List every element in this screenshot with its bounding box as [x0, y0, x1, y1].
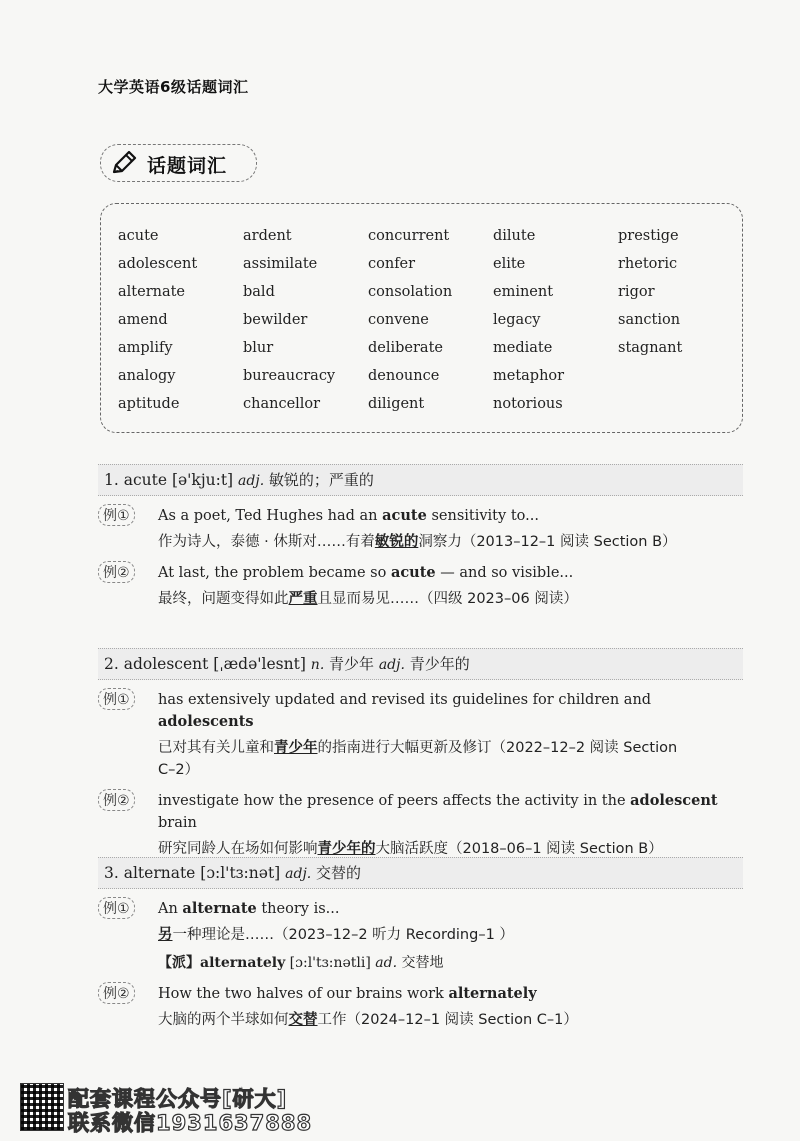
- keyword-translation: 严重: [288, 591, 318, 607]
- watermark-line-2: 联系微信1931637888: [68, 1111, 313, 1135]
- example-english: [158, 983, 743, 1005]
- vocab-word: chancellor: [243, 396, 321, 412]
- text: How the two halves of our brains work: [158, 986, 449, 1002]
- vocab-word: metaphor: [493, 368, 565, 384]
- example-english: [158, 898, 743, 920]
- text: C–2）: [158, 762, 200, 778]
- vocab-column-5: [618, 226, 682, 366]
- example: [98, 983, 743, 1031]
- keyword: alternate: [182, 900, 257, 917]
- vocab-word: aptitude: [118, 396, 180, 412]
- pencil-icon: [109, 148, 139, 178]
- part-of-speech: n.: [310, 657, 325, 673]
- derivative-meaning: 交替地: [397, 955, 444, 971]
- vocab-word: assimilate: [243, 256, 318, 272]
- vocab-word: amend: [118, 312, 168, 328]
- entry-heading: [98, 464, 743, 496]
- text: brain: [158, 815, 197, 831]
- entry-heading: [98, 857, 743, 889]
- example: [98, 562, 743, 610]
- example-label: 例②: [98, 561, 135, 583]
- derivative: [158, 952, 743, 974]
- example-english: [158, 790, 743, 834]
- text: An: [158, 901, 183, 917]
- text: 的指南进行大幅更新及修订（2022–12–2 阅读 Section: [317, 740, 678, 756]
- example-chinese: [158, 737, 743, 781]
- vocab-word: diligent: [368, 396, 425, 412]
- vocab-word: bewilder: [243, 312, 308, 328]
- keyword-translation: 另: [158, 927, 173, 943]
- vocab-word: acute: [118, 228, 159, 244]
- qr-code-icon: [20, 1083, 64, 1131]
- page-header: 大学英语6级话题词汇: [98, 78, 249, 96]
- text: As a poet, Ted Hughes had an: [158, 508, 383, 524]
- vocab-word: analogy: [118, 368, 176, 384]
- entry-heading: [98, 648, 743, 680]
- vocab-column-1: [118, 226, 197, 422]
- vocab-word: elite: [493, 256, 526, 272]
- text: 一种理论是……（2023–12–2 听力 Recording–1 ）: [172, 927, 514, 943]
- part-of-speech: adj.: [238, 473, 265, 489]
- text: 大脑的两个半球如何: [158, 1012, 289, 1028]
- vocab-column-2: [243, 226, 335, 422]
- vocab-word: ardent: [243, 228, 292, 244]
- vocab-word: rhetoric: [618, 256, 678, 272]
- vocab-word: consolation: [368, 284, 453, 300]
- example: [98, 790, 743, 860]
- keyword: adolescent: [630, 792, 718, 809]
- vocab-word: stagnant: [618, 340, 683, 356]
- entry-meaning: 交替的: [311, 864, 362, 882]
- part-of-speech: ad.: [375, 955, 398, 971]
- keyword: alternately: [448, 985, 537, 1002]
- text: — and so visible...: [435, 565, 574, 581]
- part-of-speech: adj.: [378, 657, 405, 673]
- vocab-word: confer: [368, 256, 416, 272]
- derivative-ipa: [ɔ:l'tɜ:nətli]: [285, 955, 376, 971]
- vocab-column-4: [493, 226, 564, 422]
- text: theory is...: [256, 901, 340, 917]
- vocabulary-box: [100, 203, 743, 433]
- keyword-translation: 青少年: [274, 740, 318, 756]
- vocab-word: deliberate: [368, 340, 443, 356]
- example: [98, 898, 743, 974]
- example: [98, 689, 743, 781]
- vocab-word: dilute: [493, 228, 536, 244]
- example: [98, 505, 743, 553]
- entry-word: 2. adolescent [ˌædə'lesnt]: [104, 655, 311, 673]
- vocab-word: adolescent: [118, 256, 198, 272]
- vocab-word: denounce: [368, 368, 440, 384]
- text: At last, the problem became so: [158, 565, 391, 581]
- vocab-word: sanction: [618, 312, 681, 328]
- text: 且显而易见……（四级 2023–06 阅读）: [317, 591, 578, 607]
- entry-adolescent: [98, 648, 743, 860]
- vocab-word: amplify: [118, 340, 173, 356]
- example-chinese: [158, 531, 743, 553]
- vocab-word: bald: [243, 284, 275, 300]
- vocab-column-3: [368, 226, 452, 422]
- watermark-line-1: 配套课程公众号[研大]: [68, 1087, 288, 1111]
- text: 洞察力（2013–12–1 阅读 Section B）: [418, 534, 677, 550]
- keyword-translation: 敏锐的: [374, 534, 419, 550]
- keyword: acute: [390, 564, 436, 581]
- text: 研究同龄人在场如何影响: [158, 841, 318, 857]
- vocab-word: alternate: [118, 284, 186, 300]
- vocab-word: blur: [243, 340, 274, 356]
- section-title: 话题词汇: [147, 155, 228, 177]
- vocab-word: bureaucracy: [243, 368, 336, 384]
- derivative-tag: 【派】: [158, 955, 200, 971]
- keyword-translation: 青少年的: [317, 841, 376, 857]
- derivative-word: alternately: [200, 955, 286, 971]
- entry-alternate: [98, 857, 743, 1031]
- entry-meaning: 敏锐的；严重的: [264, 471, 374, 489]
- vocab-word: rigor: [618, 284, 655, 300]
- entry-word: 1. acute [ə'kju:t]: [104, 471, 239, 489]
- example-english: [158, 562, 743, 584]
- vocab-word: eminent: [493, 284, 554, 300]
- example-label: 例①: [98, 688, 135, 710]
- vocab-word: legacy: [493, 312, 541, 328]
- example-label: 例②: [98, 789, 135, 811]
- example-chinese: [158, 1009, 743, 1031]
- vocab-word: prestige: [618, 228, 679, 244]
- keyword-translation: 交替: [288, 1012, 318, 1028]
- text: 最终，问题变得如此: [158, 591, 289, 607]
- text: 大脑活跃度（2018–06–1 阅读 Section B）: [375, 841, 663, 857]
- keyword: adolescents: [158, 713, 254, 730]
- example-english: [158, 505, 743, 527]
- text: 已对其有关儿童和: [158, 740, 274, 756]
- example-label: 例①: [98, 504, 135, 526]
- entry-meaning: 青少年: [324, 655, 379, 673]
- text: sensitivity to...: [426, 508, 539, 524]
- example-english: [158, 689, 743, 733]
- section-title-badge: [100, 144, 257, 182]
- entry-word: 3. alternate [ɔ:l'tɜ:nət]: [104, 864, 286, 882]
- vocab-word: mediate: [493, 340, 553, 356]
- vocab-word: concurrent: [368, 228, 450, 244]
- text: 作为诗人，泰德 · 休斯对……有着: [158, 534, 375, 550]
- example-chinese: [158, 588, 743, 610]
- example-label: 例①: [98, 897, 135, 919]
- vocab-word: convene: [368, 312, 429, 328]
- entry-meaning: 青少年的: [404, 655, 470, 673]
- part-of-speech: adj.: [285, 866, 312, 882]
- vocab-word: notorious: [493, 396, 563, 412]
- text: has extensively updated and revised its guidelines for children and: [158, 692, 652, 708]
- example-chinese: [158, 924, 743, 946]
- text: investigate how the presence of peers affects the activity in the: [158, 793, 631, 809]
- footer-watermark: [20, 1083, 320, 1133]
- example-label: 例②: [98, 982, 135, 1004]
- text: 工作（2024–12–1 阅读 Section C–1）: [317, 1012, 578, 1028]
- keyword: acute: [382, 507, 427, 524]
- entry-acute: [98, 464, 743, 610]
